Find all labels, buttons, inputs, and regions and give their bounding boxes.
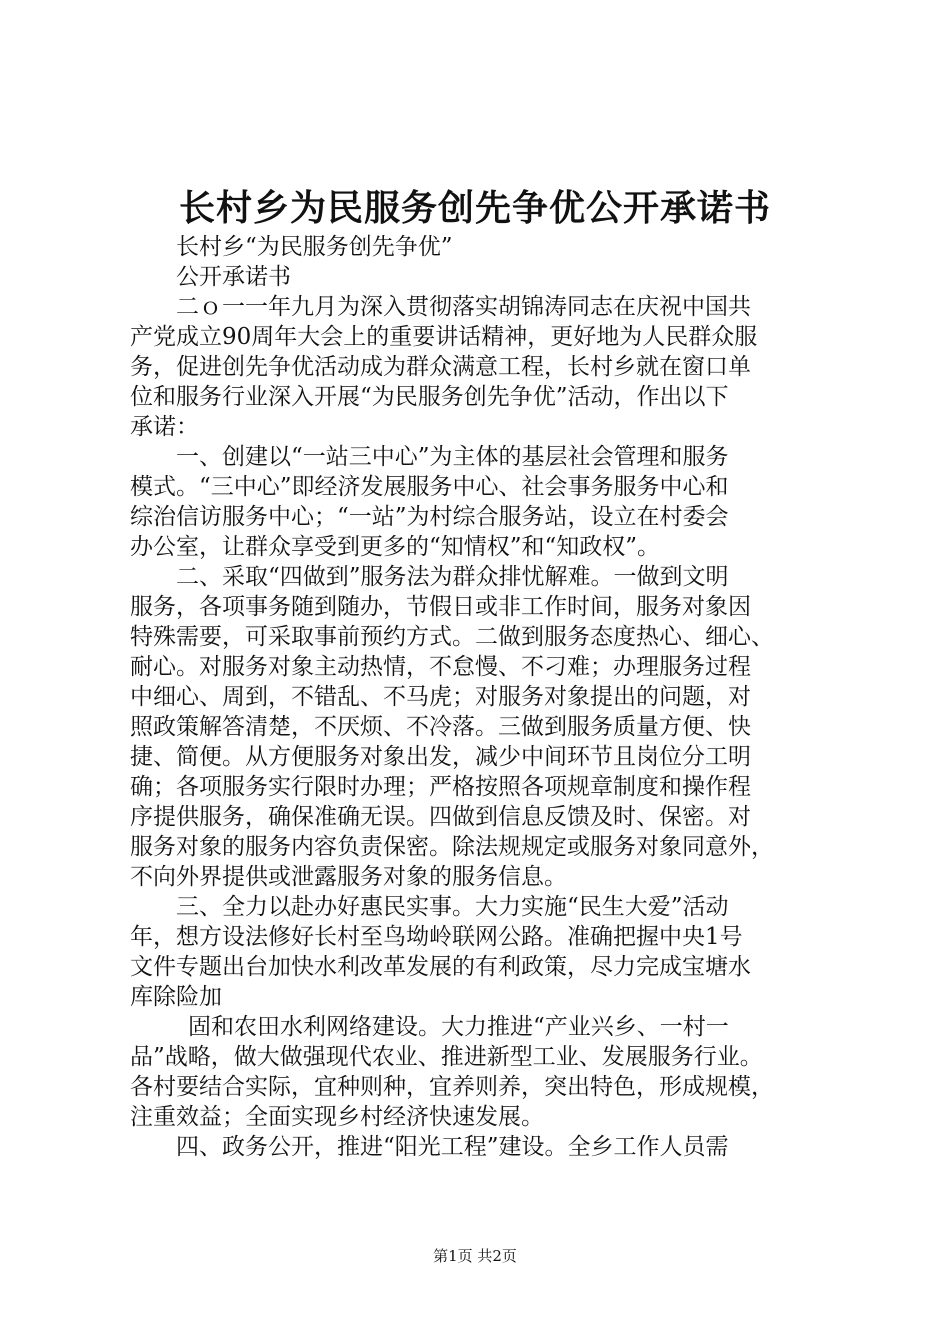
text-line: 四、政务公开，推进“阳光工程”建设。全乡工作人员需: [176, 1134, 729, 1160]
text-line: 捷、简便。从方便服务对象出发，减少中间环节且岗位分工明: [130, 744, 751, 770]
text-line: 产党成立90周年大会上的重要讲话精神，更好地为人民群众服: [130, 324, 758, 350]
text-line: 服务对象的服务内容负责保密。除法规规定或服务对象同意外，: [130, 834, 774, 860]
text-line: 注重效益；全面实现乡村经济快速发展。: [130, 1104, 544, 1130]
text-line: 三、全力以赴办好惠民实事。大力实施“民生大爱”活动: [176, 894, 729, 920]
text-line: 不向外界提供或泄露服务对象的服务信息。: [130, 864, 567, 890]
text-line: 中细心、周到，不错乱、不马虎；对服务对象提出的问题，对: [130, 684, 751, 710]
document-title: 长村乡为民服务创先争优公开承诺书: [178, 187, 771, 229]
page-footer: 第1页 共2页: [433, 1247, 517, 1265]
text-line: 办公室，让群众享受到更多的“知情权”和“知政权”。: [130, 534, 661, 560]
text-line: 二、采取“四做到”服务法为群众排忧解难。一做到文明: [176, 564, 729, 590]
text-line: 一、创建以“一站三中心”为主体的基层社会管理和服务: [176, 444, 729, 470]
text-line: 品”战略，做大做强现代农业、推进新型工业、发展服务行业。: [130, 1044, 763, 1070]
text-line: 位和服务行业深入开展“为民服务创先争优”活动，作出以下: [130, 384, 729, 410]
text-line: 承诺：: [130, 414, 199, 440]
text-line: 照政策解答清楚，不厌烦、不冷落。三做到服务质量方便、快: [130, 714, 751, 740]
text-line: 特殊需要，可采取事前预约方式。二做到服务态度热心、细心、: [130, 624, 774, 650]
text-line: 务，促进创先争优活动成为群众满意工程，长村乡就在窗口单: [130, 354, 751, 380]
text-line: 各村要结合实际，宜种则种，宜养则养，突出特色，形成规模，: [130, 1074, 774, 1100]
text-line: 确；各项服务实行限时办理；严格按照各项规章制度和操作程: [130, 774, 751, 800]
text-line: 耐心。对服务对象主动热情，不怠慢、不刁难；办理服务过程: [130, 654, 751, 680]
document-body: [130, 232, 830, 1162]
text-line: 库除险加: [130, 984, 222, 1010]
text-line: 固和农田水利网络建设。大力推进“产业兴乡、一村一: [188, 1014, 729, 1040]
text-line: 综治信访服务中心；“一站”为村综合服务站，设立在村委会: [130, 504, 729, 530]
text-line: 模式。“三中心”即经济发展服务中心、社会事务服务中心和: [130, 474, 729, 500]
text-line: 服务，各项事务随到随办，节假日或非工作时间，服务对象因: [130, 594, 751, 620]
text-line: 文件专题出台加快水利改革发展的有利政策，尽力完成宝塘水: [130, 954, 751, 980]
text-line: 年，想方设法修好长村至鸟坳岭联网公路。准确把握中央1号: [130, 924, 743, 950]
text-line: 二ｏ一一年九月为深入贯彻落实胡锦涛同志在庆祝中国共: [176, 294, 751, 320]
text-line: 长村乡“为民服务创先争优”: [176, 234, 453, 260]
text-line: 公开承诺书: [176, 264, 291, 290]
text-line: 序提供服务，确保准确无误。四做到信息反馈及时、保密。对: [130, 804, 751, 830]
